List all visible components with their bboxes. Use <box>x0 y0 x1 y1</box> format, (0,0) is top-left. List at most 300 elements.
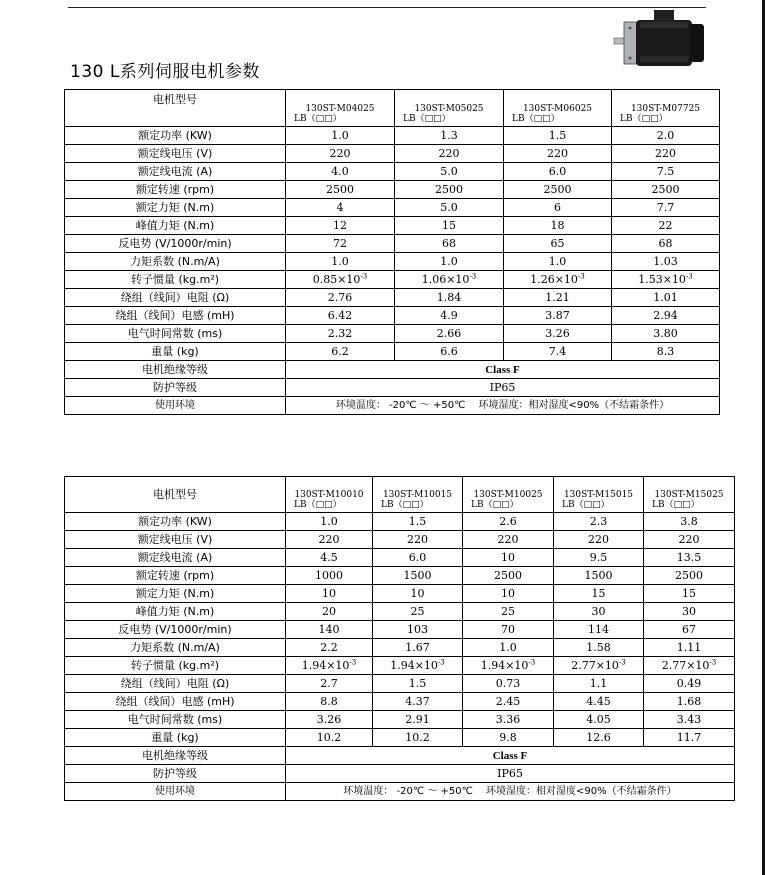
spec-value-text: 2.77×10 <box>571 658 619 672</box>
spec-value <box>463 513 554 531</box>
spec-value <box>612 271 720 289</box>
spec-value <box>644 585 735 603</box>
spec-value <box>504 253 612 271</box>
spec-value <box>644 675 735 693</box>
spec-row <box>65 127 720 145</box>
spec-value-text: 1.5 <box>408 514 427 528</box>
model-header-cell <box>612 90 720 127</box>
spec-value-text: 10.2 <box>405 730 430 744</box>
spec-value <box>395 271 504 289</box>
spec-value-text: 2500 <box>675 568 703 582</box>
spec-row <box>65 325 720 343</box>
spec-value-text: 22 <box>658 218 673 232</box>
spec-value-text: 1.06×10 <box>421 272 470 286</box>
spec-value-text: 15 <box>682 586 696 600</box>
spec-value <box>373 549 463 567</box>
spec-value <box>612 235 720 253</box>
exponent: -3 <box>618 657 626 666</box>
spec-row <box>65 657 735 675</box>
spec-value-text: 6.0 <box>408 550 427 564</box>
spec-value <box>612 163 720 181</box>
spec-value <box>504 127 612 145</box>
spec-label: 绕组（线间）电阻 (Ω) <box>65 289 286 307</box>
spec-value-text: 1.21 <box>545 290 570 304</box>
model-header-cell <box>463 477 554 513</box>
model-sub: LB（□□） <box>381 500 429 510</box>
spec-value <box>286 343 395 361</box>
spec-value-text: 2.7 <box>320 676 338 690</box>
spec-value-text: 220 <box>655 146 676 160</box>
spec-value-text: 2.77×10 <box>661 658 710 672</box>
spec-value-text: 7.7 <box>656 200 675 214</box>
model-name: 130ST-M15015 <box>563 490 634 500</box>
spec-value-text: 4.9 <box>440 308 458 322</box>
model-sub: LB（□□） <box>652 500 700 510</box>
insulation-value: Class F <box>286 747 735 765</box>
spec-value <box>554 621 644 639</box>
spec-value-text: 3.80 <box>653 326 678 340</box>
spec-label: 额定线电流 (A) <box>65 549 286 567</box>
spec-value <box>286 657 373 675</box>
spec-label: 反电势 (V/1000r/min) <box>65 621 286 639</box>
spec-value-text: 3.87 <box>545 308 570 322</box>
environment-label: 使用环境 <box>65 783 286 801</box>
spec-value-text: 4.37 <box>405 694 430 708</box>
spec-value-text: 15 <box>442 218 456 232</box>
spec-value-text: 3.26 <box>316 712 342 726</box>
spec-value-text: 1.0 <box>499 640 517 654</box>
environment-row <box>65 783 735 801</box>
spec-value <box>554 567 644 585</box>
spec-value <box>612 343 720 361</box>
spec-value <box>463 657 554 675</box>
model-header-cell <box>286 90 395 127</box>
spec-value <box>373 675 463 693</box>
spec-value <box>286 585 373 603</box>
spec-value <box>286 289 395 307</box>
spec-value <box>286 531 373 549</box>
spec-value <box>644 567 735 585</box>
spec-value <box>395 127 504 145</box>
model-header-cell <box>395 90 504 127</box>
spec-value <box>644 513 735 531</box>
spec-value-text: 1.3 <box>440 128 458 142</box>
spec-value-text: 9.5 <box>589 550 608 564</box>
spec-value <box>554 531 644 549</box>
spec-value <box>286 253 395 271</box>
spec-value <box>504 235 612 253</box>
spec-value <box>554 513 644 531</box>
spec-value <box>612 181 720 199</box>
page-title: 130 L系列伺服电机参数 <box>70 62 260 82</box>
spec-value <box>286 199 395 217</box>
spec-value <box>286 513 373 531</box>
protection-label: 防护等级 <box>65 379 286 397</box>
model-header-cell <box>504 90 612 127</box>
model-sub: LB（□□） <box>403 114 451 124</box>
spec-row <box>65 289 720 307</box>
spec-value-text: 20 <box>322 604 336 618</box>
servo-motor-image <box>612 8 708 74</box>
spec-value-text: 1500 <box>403 568 432 582</box>
model-header-cell <box>554 477 644 513</box>
spec-value-text: 1500 <box>584 568 613 582</box>
spec-value <box>504 163 612 181</box>
spec-value-text: 2.76 <box>327 290 353 304</box>
spec-value <box>395 217 504 235</box>
spec-value-text: 10 <box>322 586 336 600</box>
spec-value <box>554 549 644 567</box>
spec-value-text: 9.8 <box>499 730 517 744</box>
model-name: 130ST-M05025 <box>414 104 484 114</box>
spec-value <box>644 639 735 657</box>
spec-value <box>395 289 504 307</box>
spec-label: 重量 (kg) <box>65 729 286 747</box>
spec-value <box>463 711 554 729</box>
spec-value-text: 114 <box>588 622 609 636</box>
spec-row <box>65 711 735 729</box>
spec-value <box>395 235 504 253</box>
spec-label: 重量 (kg) <box>65 343 286 361</box>
spec-value <box>286 549 373 567</box>
spec-value-text: 7.4 <box>548 344 567 358</box>
model-sub: LB（□□） <box>471 500 519 510</box>
spec-value <box>504 145 612 163</box>
spec-value-text: 67 <box>682 622 696 636</box>
exponent: -3 <box>437 657 445 666</box>
spec-value-text: 220 <box>329 146 351 160</box>
spec-value <box>463 639 554 657</box>
spec-value-text: 1.11 <box>676 640 702 654</box>
spec-value-text: 30 <box>591 604 606 618</box>
spec-value-text: 12 <box>333 218 347 232</box>
spec-label: 峰值力矩 (N.m) <box>65 217 286 235</box>
spec-value-text: 18 <box>550 218 565 232</box>
insulation-label: 电机绝缘等级 <box>65 747 286 765</box>
spec-value-text: 220 <box>588 532 609 546</box>
spec-value <box>612 127 720 145</box>
spec-value <box>286 729 373 747</box>
model-name: 130ST-M10015 <box>382 490 453 500</box>
table-header-row <box>65 90 720 127</box>
protection-value: IP65 <box>286 765 735 783</box>
spec-value-text: 10.2 <box>316 730 342 744</box>
spec-value-text: 1.1 <box>589 676 608 690</box>
insulation-value: Class F <box>286 361 720 379</box>
spec-value <box>373 567 463 585</box>
model-name: 130ST-M10010 <box>294 490 364 500</box>
spec-label: 额定力矩 (N.m) <box>65 199 286 217</box>
spec-value <box>644 657 735 675</box>
spec-row <box>65 603 735 621</box>
exponent: -3 <box>349 657 357 666</box>
spec-table-1 <box>64 89 720 415</box>
model-name: 130ST-M06025 <box>522 104 593 114</box>
spec-value <box>463 675 554 693</box>
environment-value: 环境温度： -20℃ ～ +50℃ 环境湿度：相对湿度<90%（不结霜条件） <box>286 783 735 801</box>
spec-value <box>644 531 735 549</box>
spec-value-text: 70 <box>501 622 515 636</box>
spec-value <box>286 603 373 621</box>
protection-value: IP65 <box>286 379 720 397</box>
model-sub: LB（□□） <box>294 114 342 124</box>
spec-value <box>286 235 395 253</box>
spec-value-text: 220 <box>497 532 519 546</box>
spec-value <box>286 127 395 145</box>
spec-table-2 <box>64 476 735 801</box>
spec-value <box>554 639 644 657</box>
spec-value-text: 4.45 <box>586 694 611 708</box>
spec-value <box>554 603 644 621</box>
spec-value-text: 4.5 <box>320 550 338 564</box>
spec-value <box>463 693 554 711</box>
spec-value-text: 1.58 <box>586 640 611 654</box>
spec-value-text: 1000 <box>315 568 343 582</box>
environment-row <box>65 397 720 415</box>
spec-value <box>463 621 554 639</box>
spec-value-text: 1.5 <box>548 128 567 142</box>
spec-value <box>395 325 504 343</box>
spec-value-text: 2.94 <box>653 308 678 322</box>
spec-label: 转子惯量 (kg.m²) <box>65 271 286 289</box>
model-sub: LB（□□） <box>294 500 342 510</box>
spec-label: 反电势 (V/1000r/min) <box>65 235 286 253</box>
spec-row <box>65 163 720 181</box>
spec-value <box>286 693 373 711</box>
model-header-cell <box>286 477 373 513</box>
spec-value-text: 4.05 <box>586 712 611 726</box>
spec-value-text: 1.94×10 <box>480 658 529 672</box>
spec-value <box>373 657 463 675</box>
spec-value-text: 1.0 <box>440 254 458 268</box>
spec-label: 额定线电流 (A) <box>65 163 286 181</box>
spec-value-text: 1.0 <box>331 128 349 142</box>
spec-row <box>65 513 735 531</box>
spec-value <box>373 621 463 639</box>
spec-row <box>65 235 720 253</box>
spec-value-text: 0.73 <box>495 676 521 690</box>
spec-value-text: 2500 <box>326 182 354 196</box>
spec-value <box>286 621 373 639</box>
spec-value-text: 30 <box>682 604 696 618</box>
spec-value-text: 1.0 <box>320 514 338 528</box>
spec-value <box>286 145 395 163</box>
spec-value-text: 8.3 <box>656 344 675 358</box>
spec-value <box>373 639 463 657</box>
spec-value <box>644 603 735 621</box>
spec-value-text: 103 <box>407 622 428 636</box>
spec-row <box>65 567 735 585</box>
spec-row <box>65 271 720 289</box>
spec-value <box>612 253 720 271</box>
spec-value-text: 2500 <box>543 182 572 196</box>
spec-value-text: 1.67 <box>405 640 430 654</box>
spec-label: 绕组（线间）电感 (mH) <box>65 307 286 325</box>
spec-value-text: 220 <box>547 146 568 160</box>
spec-value-text: 0.49 <box>676 676 702 690</box>
spec-value-text: 5.0 <box>440 200 458 214</box>
spec-value-text: 1.94×10 <box>301 658 350 672</box>
spec-value <box>373 585 463 603</box>
exponent: -3 <box>469 271 477 280</box>
spec-value-text: 25 <box>410 604 425 618</box>
spec-value-text: 6.42 <box>327 308 353 322</box>
model-name: 130ST-M15025 <box>654 490 724 500</box>
spec-value-text: 2.2 <box>320 640 338 654</box>
spec-value-text: 3.26 <box>545 326 570 340</box>
spec-label: 峰值力矩 (N.m) <box>65 603 286 621</box>
spec-value-text: 1.94×10 <box>390 658 438 672</box>
spec-value-text: 2.32 <box>327 326 353 340</box>
spec-row <box>65 217 720 235</box>
spec-row <box>65 307 720 325</box>
model-name: 130ST-M04025 <box>305 104 375 114</box>
spec-value-text: 220 <box>438 146 460 160</box>
spec-value <box>286 711 373 729</box>
spec-value-text: 4.0 <box>331 164 349 178</box>
spec-label: 力矩系数 (N.m/A) <box>65 253 286 271</box>
spec-value <box>504 217 612 235</box>
spec-value-text: 72 <box>333 236 347 250</box>
spec-value <box>395 145 504 163</box>
spec-value <box>395 163 504 181</box>
spec-value-text: 25 <box>501 604 515 618</box>
spec-value-text: 2.0 <box>656 128 675 142</box>
spec-value-text: 0.85×10 <box>312 272 361 286</box>
spec-value <box>395 181 504 199</box>
spec-label: 额定转速 (rpm) <box>65 181 286 199</box>
spec-value <box>612 145 720 163</box>
spec-value <box>554 711 644 729</box>
spec-value-text: 6.0 <box>548 164 567 178</box>
spec-value-text: 220 <box>678 532 700 546</box>
spec-value <box>286 639 373 657</box>
spec-value <box>504 325 612 343</box>
exponent: -3 <box>360 271 368 280</box>
model-header-label: 电机型号 <box>65 90 286 127</box>
spec-value-text: 2.3 <box>589 514 608 528</box>
spec-value-text: 1.68 <box>676 694 702 708</box>
spec-value-text: 3.36 <box>495 712 521 726</box>
spec-value-text: 11.7 <box>676 730 702 744</box>
spec-row <box>65 675 735 693</box>
spec-value-text: 7.5 <box>656 164 675 178</box>
spec-row <box>65 531 735 549</box>
spec-value-text: 220 <box>318 532 340 546</box>
spec-value <box>612 199 720 217</box>
spec-value <box>463 603 554 621</box>
spec-label: 力矩系数 (N.m/A) <box>65 639 286 657</box>
spec-row <box>65 253 720 271</box>
spec-row <box>65 585 735 603</box>
spec-value-text: 2500 <box>435 182 463 196</box>
exponent: -3 <box>577 271 585 280</box>
spec-row <box>65 343 720 361</box>
spec-value <box>554 729 644 747</box>
spec-row <box>65 199 720 217</box>
spec-value <box>373 513 463 531</box>
spec-value <box>286 675 373 693</box>
spec-label: 额定线电压 (V) <box>65 531 286 549</box>
spec-row <box>65 145 720 163</box>
spec-value-text: 2500 <box>494 568 522 582</box>
spec-value <box>504 307 612 325</box>
spec-value <box>612 307 720 325</box>
protection-label: 防护等级 <box>65 765 286 783</box>
spec-row <box>65 639 735 657</box>
spec-value-text: 1.26×10 <box>530 272 578 286</box>
spec-value <box>554 675 644 693</box>
spec-value <box>463 531 554 549</box>
spec-value <box>286 307 395 325</box>
spec-value-text: 68 <box>658 236 673 250</box>
spec-label: 额定功率 (KW) <box>65 513 286 531</box>
spec-value <box>286 325 395 343</box>
model-header-label: 电机型号 <box>65 477 286 513</box>
spec-label: 转子惯量 (kg.m²) <box>65 657 286 675</box>
spec-value <box>373 531 463 549</box>
spec-label: 额定转速 (rpm) <box>65 567 286 585</box>
spec-value <box>644 729 735 747</box>
spec-value <box>504 181 612 199</box>
spec-row <box>65 181 720 199</box>
model-sub: LB（□□） <box>512 114 560 124</box>
model-header-cell <box>373 477 463 513</box>
spec-value-text: 1.5 <box>408 676 427 690</box>
spec-row <box>65 693 735 711</box>
spec-label: 额定功率 (KW) <box>65 127 286 145</box>
spec-value-text: 1.53×10 <box>638 272 686 286</box>
spec-value <box>612 325 720 343</box>
spec-value <box>554 657 644 675</box>
spec-value <box>463 585 554 603</box>
spec-value-text: 2.6 <box>499 514 517 528</box>
spec-value-text: 8.8 <box>320 694 338 708</box>
spec-value-text: 4 <box>336 200 344 214</box>
spec-value-text: 2.45 <box>495 694 521 708</box>
spec-value-text: 6.6 <box>440 344 458 358</box>
spec-value-text: 65 <box>550 236 565 250</box>
spec-value <box>612 217 720 235</box>
spec-value-text: 15 <box>591 586 606 600</box>
spec-value <box>395 307 504 325</box>
spec-value <box>373 693 463 711</box>
spec-value <box>286 181 395 199</box>
insulation-row <box>65 747 735 765</box>
model-name: 130ST-M07725 <box>630 104 701 114</box>
top-rule <box>68 7 706 8</box>
spec-value <box>644 621 735 639</box>
spec-label: 绕组（线间）电阻 (Ω) <box>65 675 286 693</box>
spec-value-text: 1.0 <box>331 254 349 268</box>
spec-value-text: 68 <box>442 236 456 250</box>
spec-value <box>504 199 612 217</box>
spec-label: 额定线电压 (V) <box>65 145 286 163</box>
spec-value <box>395 199 504 217</box>
spec-value-text: 1.84 <box>436 290 462 304</box>
spec-label: 电气时间常数 (ms) <box>65 325 286 343</box>
spec-value <box>286 271 395 289</box>
spec-row <box>65 621 735 639</box>
model-sub: LB（□□） <box>562 500 610 510</box>
spec-value-text: 140 <box>318 622 340 636</box>
spec-value-text: 12.6 <box>586 730 611 744</box>
spec-label: 电气时间常数 (ms) <box>65 711 286 729</box>
spec-value <box>286 163 395 181</box>
spec-value-text: 3.43 <box>676 712 702 726</box>
spec-value-text: 13.5 <box>676 550 702 564</box>
insulation-row <box>65 361 720 379</box>
